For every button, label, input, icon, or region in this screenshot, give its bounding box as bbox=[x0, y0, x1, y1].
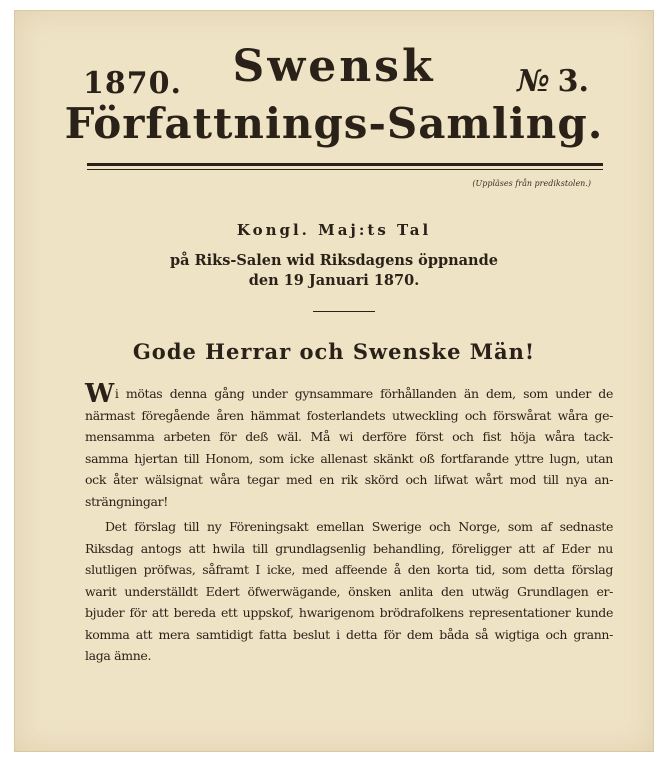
issue-number-value: 3. bbox=[557, 64, 589, 99]
paragraph2-line: bjuder för att bereda ett uppskof, hwarigenom brödrafolkens representationer kunde bbox=[85, 605, 613, 620]
subtitle-line-1: på Riks-Salen wid Riksdagens öppnande bbox=[170, 252, 498, 269]
salutation: Gode Herrar och Swenske Män! bbox=[132, 339, 536, 364]
paragraph2-line: Det förslag till ny Föreningsakt emellan Swerige och Norge, som af sednaste bbox=[105, 519, 613, 534]
speech-subtitle bbox=[15, 251, 653, 291]
paragraph1-line: Wi mötas denna gång under gynsammare förhållanden än dem, som under de bbox=[85, 379, 613, 409]
title-line-1: Swensk bbox=[232, 41, 436, 92]
paragraph2-line: warit underställdt Edert öfwerwägande, önsken anlita den utwäg Grundlagen er- bbox=[85, 583, 613, 599]
masthead-rule-thick bbox=[87, 163, 603, 166]
speech-title: Kongl. Maj:ts Tal bbox=[236, 221, 432, 239]
masthead bbox=[15, 11, 653, 186]
paragraph2-line: Riksdag antogs att hwila till grundlagsenlig behandling, föreligger att af Eder nu bbox=[85, 540, 613, 556]
masthead-rule-thin bbox=[87, 169, 603, 170]
paragraph2-line: komma att mera samtidigt fatta beslut i detta för dem båda så wigtiga och grann- bbox=[85, 626, 613, 642]
subtitle-line-2: den 19 Januari 1870. bbox=[248, 272, 420, 289]
section-divider bbox=[313, 311, 375, 312]
numero-sign: № bbox=[517, 64, 550, 99]
paragraph1-line: strängningar! bbox=[85, 493, 168, 509]
speech-body bbox=[85, 379, 613, 667]
drop-cap: W bbox=[85, 379, 114, 409]
document-page bbox=[14, 10, 654, 752]
paragraph2-line: laga ämne. bbox=[85, 648, 152, 663]
issue-number bbox=[517, 64, 589, 99]
paragraph1-line: närmast föregående åren hämmat fosterlandets utweckling och förswårat wåra ge- bbox=[85, 407, 613, 423]
reading-note: (Uppläses från predikstolen.) bbox=[472, 179, 591, 188]
year-label: 1870. bbox=[83, 66, 182, 101]
paragraph1-line: mensamma arbeten för deß wäl. Må wi derföre först och fist höja wåra tack- bbox=[85, 429, 613, 444]
paragraph1-line: samma hjertan till Honom, som icke allenast skänkt oß fortfarande yttre lugn, utan bbox=[85, 450, 613, 466]
paragraph2-line: slutligen pröfwas, såframt I icke, med affeende å den korta tid, som detta förslag bbox=[85, 562, 613, 577]
paragraph1-line: ock åter wälsignat wåra tegar med en rik skörd och lifwat wårt mod till nya an- bbox=[85, 472, 613, 487]
title-line-2: Författnings-Samling. bbox=[64, 99, 604, 148]
